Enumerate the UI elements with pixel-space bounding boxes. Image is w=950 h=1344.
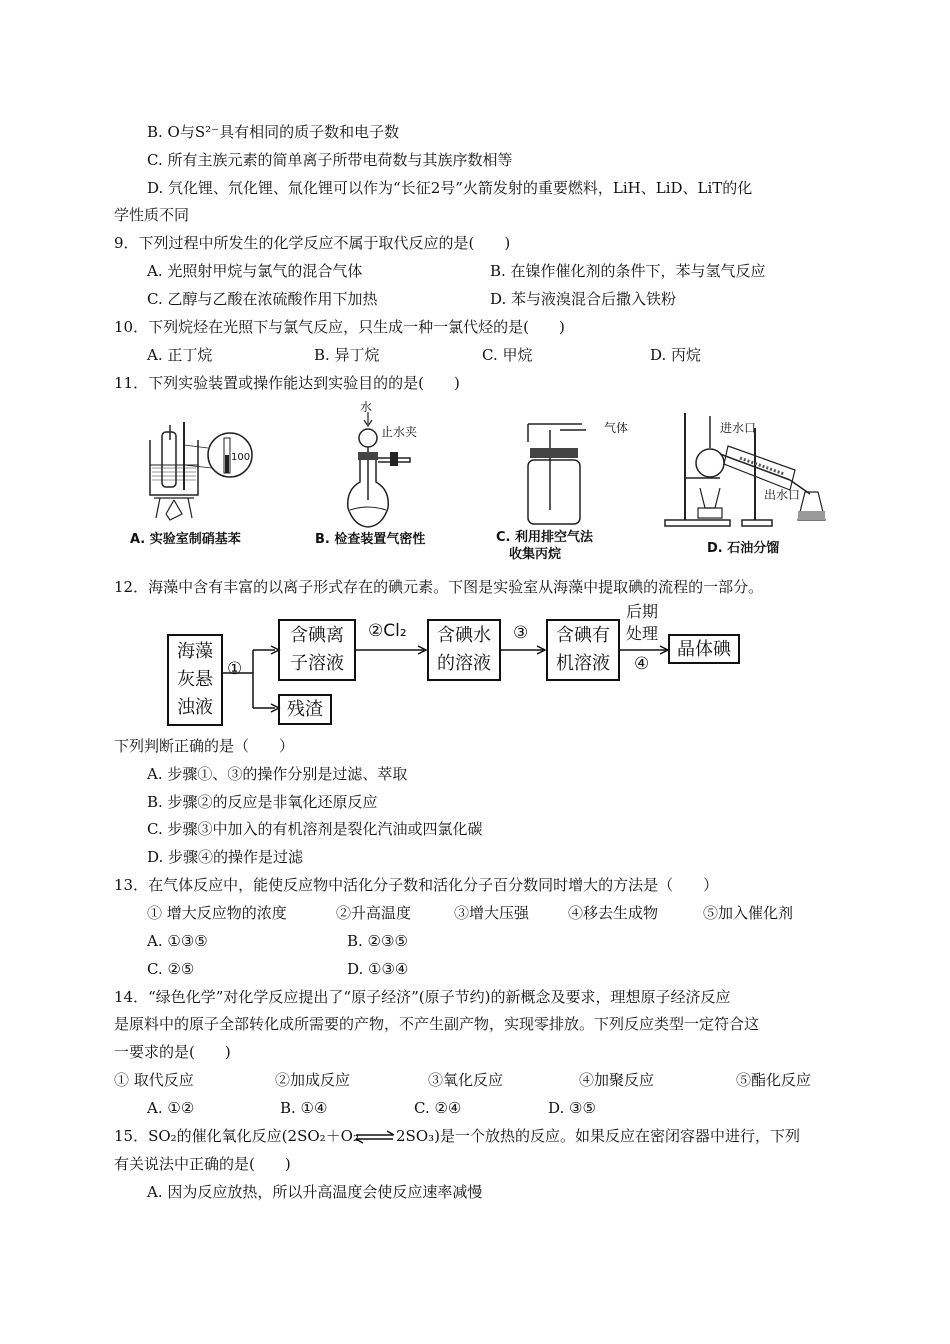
q15-stem-line1-b: 2SO₃)是一个放热的反应。如果反应在密闭容器中进行，下列 — [396, 1127, 800, 1145]
q8-option-b: B. O与S²⁻具有相同的质子数和电子数 — [147, 123, 400, 141]
q10-option-d: D. 丙烷 — [650, 346, 702, 364]
flow-box-iodide-line1: 含碘离 — [290, 625, 344, 646]
fig-a-thermo-label: 100 — [231, 452, 251, 463]
flow-branch-arrows — [223, 620, 283, 720]
flow-box-seaweed-line1: 海藻 — [177, 641, 213, 662]
fig-b-clamp-label: 止水夹 — [381, 425, 418, 439]
q14-stem-line1: 14．“绿色化学”对化学反应提出了“原子经济”(原子节约)的新概念及要求，理想原子经济反应 — [114, 988, 731, 1006]
q14-item-3: ③氧化反应 — [428, 1071, 504, 1089]
q10-stem: 10．下列烷烃在光照下与氯气反应，只生成一种一氯代烃的是( ) — [114, 318, 565, 336]
q14-option-d: D. ③⑤ — [548, 1099, 596, 1117]
fig-c-gas-label: 气体 — [604, 421, 629, 435]
q12-judge: 下列判断正确的是（ ） — [114, 737, 295, 755]
flow-box-iodine-water-line1: 含碘水 — [437, 625, 491, 646]
q12-option-c: C. 步骤③中加入的有机溶剂是裂化汽油或四氯化碳 — [147, 820, 483, 838]
flow-arrow-3 — [501, 645, 547, 655]
q13-item-4: ④移去生成物 — [568, 904, 659, 922]
q12-option-a: A. 步骤①、③的操作分别是过滤、萃取 — [147, 765, 408, 783]
q9-option-b: B. 在镍作催化剂的条件下，苯与氢气反应 — [490, 262, 766, 280]
q10-option-a: A. 正丁烷 — [147, 346, 213, 364]
fig-a-caption: A. 实验室制硝基苯 — [130, 532, 241, 547]
flow-box-iodide-solution — [278, 619, 356, 681]
q9-option-a: A. 光照射甲烷与氯气的混合气体 — [147, 262, 363, 280]
flow-box-iodine-organic-line1: 含碘有 — [556, 625, 610, 646]
fig-c-caption-1: C. 利用排空气法 — [496, 530, 594, 545]
q15-option-a: A. 因为反应放热，所以升高温度会使反应速率减慢 — [147, 1183, 483, 1201]
q8-option-c: C. 所有主族元素的简单离子所带电荷数与其族序数相等 — [147, 151, 513, 169]
q13-item-5: ⑤加入催化剂 — [703, 904, 794, 922]
q9-stem: 9．下列过程中所发生的化学反应不属于取代反应的是( ) — [114, 234, 511, 252]
fig-b-caption: B. 检查装置气密性 — [315, 532, 426, 547]
q10-option-b: B. 异丁烷 — [314, 346, 380, 364]
flow-box-iodine-water — [427, 619, 501, 681]
q15-stem-line2: 有关说法中正确的是( ) — [114, 1155, 291, 1173]
flow-box-residue: 残渣 — [278, 694, 332, 725]
q14-option-a: A. ①② — [147, 1099, 195, 1117]
flow-step-4: ④ — [634, 654, 650, 674]
q14-item-2: ②加成反应 — [275, 1071, 351, 1089]
q13-item-2: ②升高温度 — [336, 904, 412, 922]
flow-arrow-2 — [356, 645, 428, 655]
flow-step-3: ③ — [513, 623, 529, 643]
q14-stem-line2: 是原料中的原子全部转化成所需要的产物，不产生副产物，实现零排放。下列反应类型一定符合这 — [114, 1015, 760, 1033]
q13-option-d: D. ①③④ — [347, 960, 409, 978]
fig-d-caption: D. 石油分馏 — [707, 541, 780, 556]
q14-item-5: ⑤酯化反应 — [736, 1071, 812, 1089]
q13-option-b: B. ②③⑤ — [347, 932, 408, 950]
q9-option-d: D. 苯与液溴混合后撒入铁粉 — [490, 290, 677, 308]
flow-box-seaweed-line3: 浊液 — [177, 697, 213, 718]
flow-box-seaweed-line2: 灰悬 — [177, 669, 213, 690]
flow-box-seaweed — [167, 634, 223, 726]
q14-stem-line3: 一要求的是( ) — [114, 1043, 231, 1061]
q12-stem: 12．海藻中含有丰富的以离子形式存在的碘元素。下图是实验室从海藻中提取碘的流程的一部分。 — [114, 578, 764, 596]
q8-option-d-line1: D. 氕化锂、氘化锂、氚化锂可以作为“长征2号”火箭发射的重要燃料，LiH、LiD、LiT的化 — [147, 179, 753, 197]
q11-stem: 11．下列实验装置或操作能达到实验目的的是( ) — [114, 374, 460, 392]
fig-d-inlet-label: 进水口 — [720, 421, 757, 435]
flow-step-2: ②Cl₂ — [368, 621, 407, 641]
q12-option-b: B. 步骤②的反应是非氧化还原反应 — [147, 793, 378, 811]
q8-option-d-line2: 学性质不同 — [114, 206, 190, 224]
flow-box-iodine-organic-line2: 机溶液 — [556, 653, 610, 674]
q13-item-1: ① 增大反应物的浓度 — [147, 904, 287, 922]
flow-step-1: ① — [227, 659, 243, 679]
q13-option-c: C. ②⑤ — [147, 960, 195, 978]
fig-c-caption-2: 收集丙烷 — [509, 547, 562, 562]
flow-box-iodide-line2: 子溶液 — [290, 653, 344, 674]
q13-stem: 13．在气体反应中，能使反应物中活化分子数和活化分子百分数同时增大的方法是（ ） — [114, 876, 719, 894]
flow-box-iodine-organic — [546, 619, 620, 681]
flow-step-4-label-2: 处理 — [626, 624, 659, 643]
reversible-arrow-icon — [355, 1131, 395, 1143]
fig-b-apparatus — [340, 400, 440, 535]
q9-option-c: C. 乙醇与乙酸在浓硫酸作用下加热 — [147, 290, 378, 308]
q13-option-a: A. ①③⑤ — [147, 932, 208, 950]
fig-d-outlet-label: 出水口 — [764, 488, 801, 502]
q14-item-1: ① 取代反应 — [114, 1071, 194, 1089]
flow-box-iodine-water-line2: 的溶液 — [437, 653, 491, 674]
q10-option-c: C. 甲烷 — [482, 346, 533, 364]
q15-stem-line1-a: 15．SO₂的催化氧化反应(2SO₂＋O₂ — [114, 1127, 359, 1145]
fig-b-water-label: 水 — [360, 400, 373, 414]
q13-item-3: ③增大压强 — [454, 904, 530, 922]
q12-option-d: D. 步骤④的操作是过滤 — [147, 848, 304, 866]
q14-option-b: B. ①④ — [280, 1099, 328, 1117]
flow-box-crystal-iodine: 晶体碘 — [668, 634, 740, 664]
flow-step-4-label-1: 后期 — [626, 602, 659, 621]
q14-item-4: ④加聚反应 — [579, 1071, 655, 1089]
fig-a-apparatus — [140, 410, 270, 530]
q14-option-c: C. ②④ — [414, 1099, 462, 1117]
